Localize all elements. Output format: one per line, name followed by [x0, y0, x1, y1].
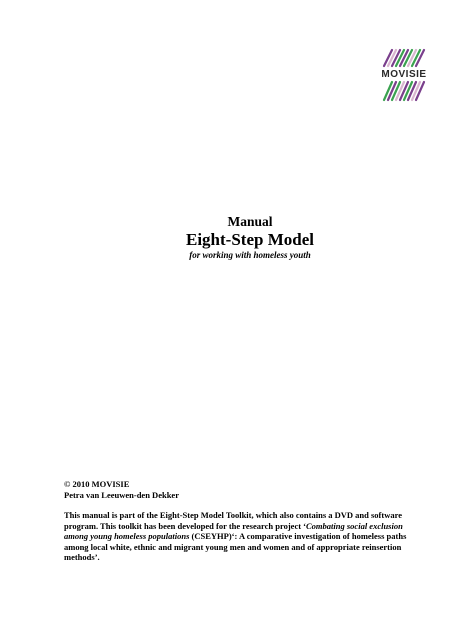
description-text-1: This manual is part of the Eight-Step Model Toolkit, which also contains a DVD and software program. This toolkit has been developed for the research project ‘ [64, 510, 402, 531]
logo-wordmark: MOVISIE [381, 69, 427, 80]
movisie-logo-graphic [374, 48, 434, 104]
title-label: Manual [227, 214, 273, 229]
description-text-2: (CSEYHP)‘: A comparative investigation of homeless paths among local white, ethnic and migrant young men and women and of appropriate reinsertion methods’. [64, 531, 407, 562]
document-title: Eight-Step Model [186, 230, 314, 249]
title-block [0, 214, 466, 261]
author-line: Petra van Leeuwen-den Dekker [64, 489, 179, 500]
description-paragraph [64, 510, 424, 563]
credits-section [64, 479, 424, 563]
copyright-line: © 2010 MOVISIE [64, 479, 130, 489]
document-subtitle: for working with homeless youth [189, 250, 311, 260]
movisie-logo [374, 48, 434, 104]
project-title: Combating social exclusion among young homeless populations [64, 520, 403, 541]
